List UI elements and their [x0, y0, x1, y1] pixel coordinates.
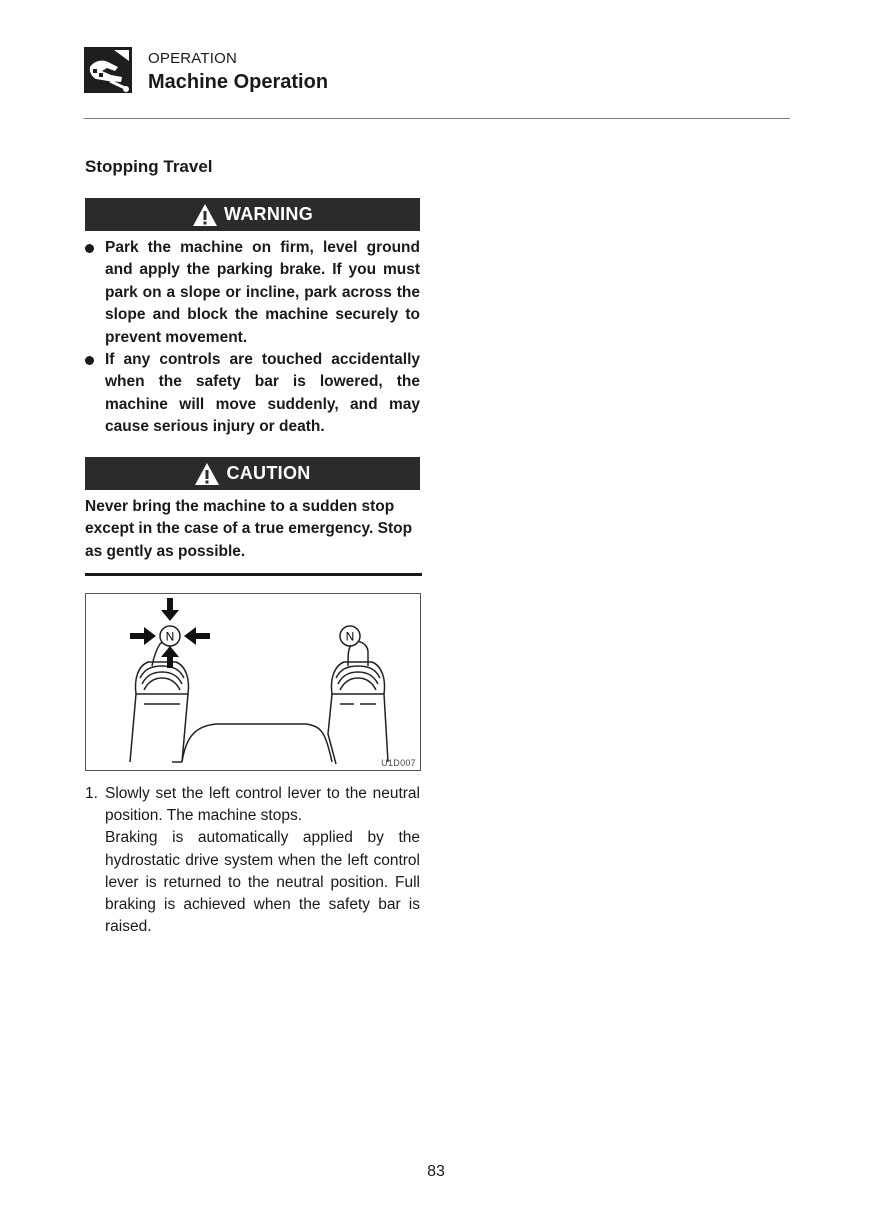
caution-label: CAUTION: [226, 463, 311, 483]
warning-list: [85, 237, 420, 439]
left-lever-neutral-label: N: [165, 629, 175, 644]
figure-code: U1D007: [381, 758, 416, 768]
subheading: Stopping Travel: [85, 157, 213, 176]
hand-lever-icon: [84, 47, 132, 93]
warning-item-text: If any controls are touched accidentally when the safety bar is lowered, the machine will move suddenly, and may cause serious injury or death.: [105, 351, 420, 436]
warning-item: [85, 349, 420, 439]
warning-item: [85, 237, 420, 349]
step-number: 1.: [85, 785, 98, 802]
bullet-icon: [85, 356, 94, 365]
page-title: Machine Operation: [148, 71, 329, 93]
warning-label: WARNING: [223, 204, 314, 224]
right-lever-neutral-label: N: [345, 629, 355, 644]
page-number: 83: [427, 1163, 445, 1180]
alert-triangle-icon: [192, 203, 218, 227]
warning-banner: [85, 198, 420, 231]
control-lever-illustration: [85, 593, 421, 771]
alert-triangle-icon: [194, 462, 220, 486]
warning-item-text: Park the machine on firm, level ground and apply the parking brake. If you must park on a slope or incline, park across the slope and block the machine securely to prevent movement.: [105, 239, 420, 346]
step-text: Braking is automatically applied by the hydrostatic drive system when the left control lever is returned to the neutral position. Full braking is achieved when the safety bar is raised.: [105, 829, 420, 936]
section-divider: [85, 573, 422, 576]
step-text: Slowly set the left control lever to the neutral position. The machine stops.: [105, 785, 420, 825]
step-item: [85, 783, 420, 938]
caution-banner: [85, 457, 420, 490]
caution-text: Never bring the machine to a sudden stop except in the case of a true emergency. Stop as gently as possible.: [85, 498, 413, 560]
section-label: OPERATION: [148, 50, 238, 67]
bullet-icon: [85, 244, 94, 253]
header-divider: [84, 118, 790, 119]
